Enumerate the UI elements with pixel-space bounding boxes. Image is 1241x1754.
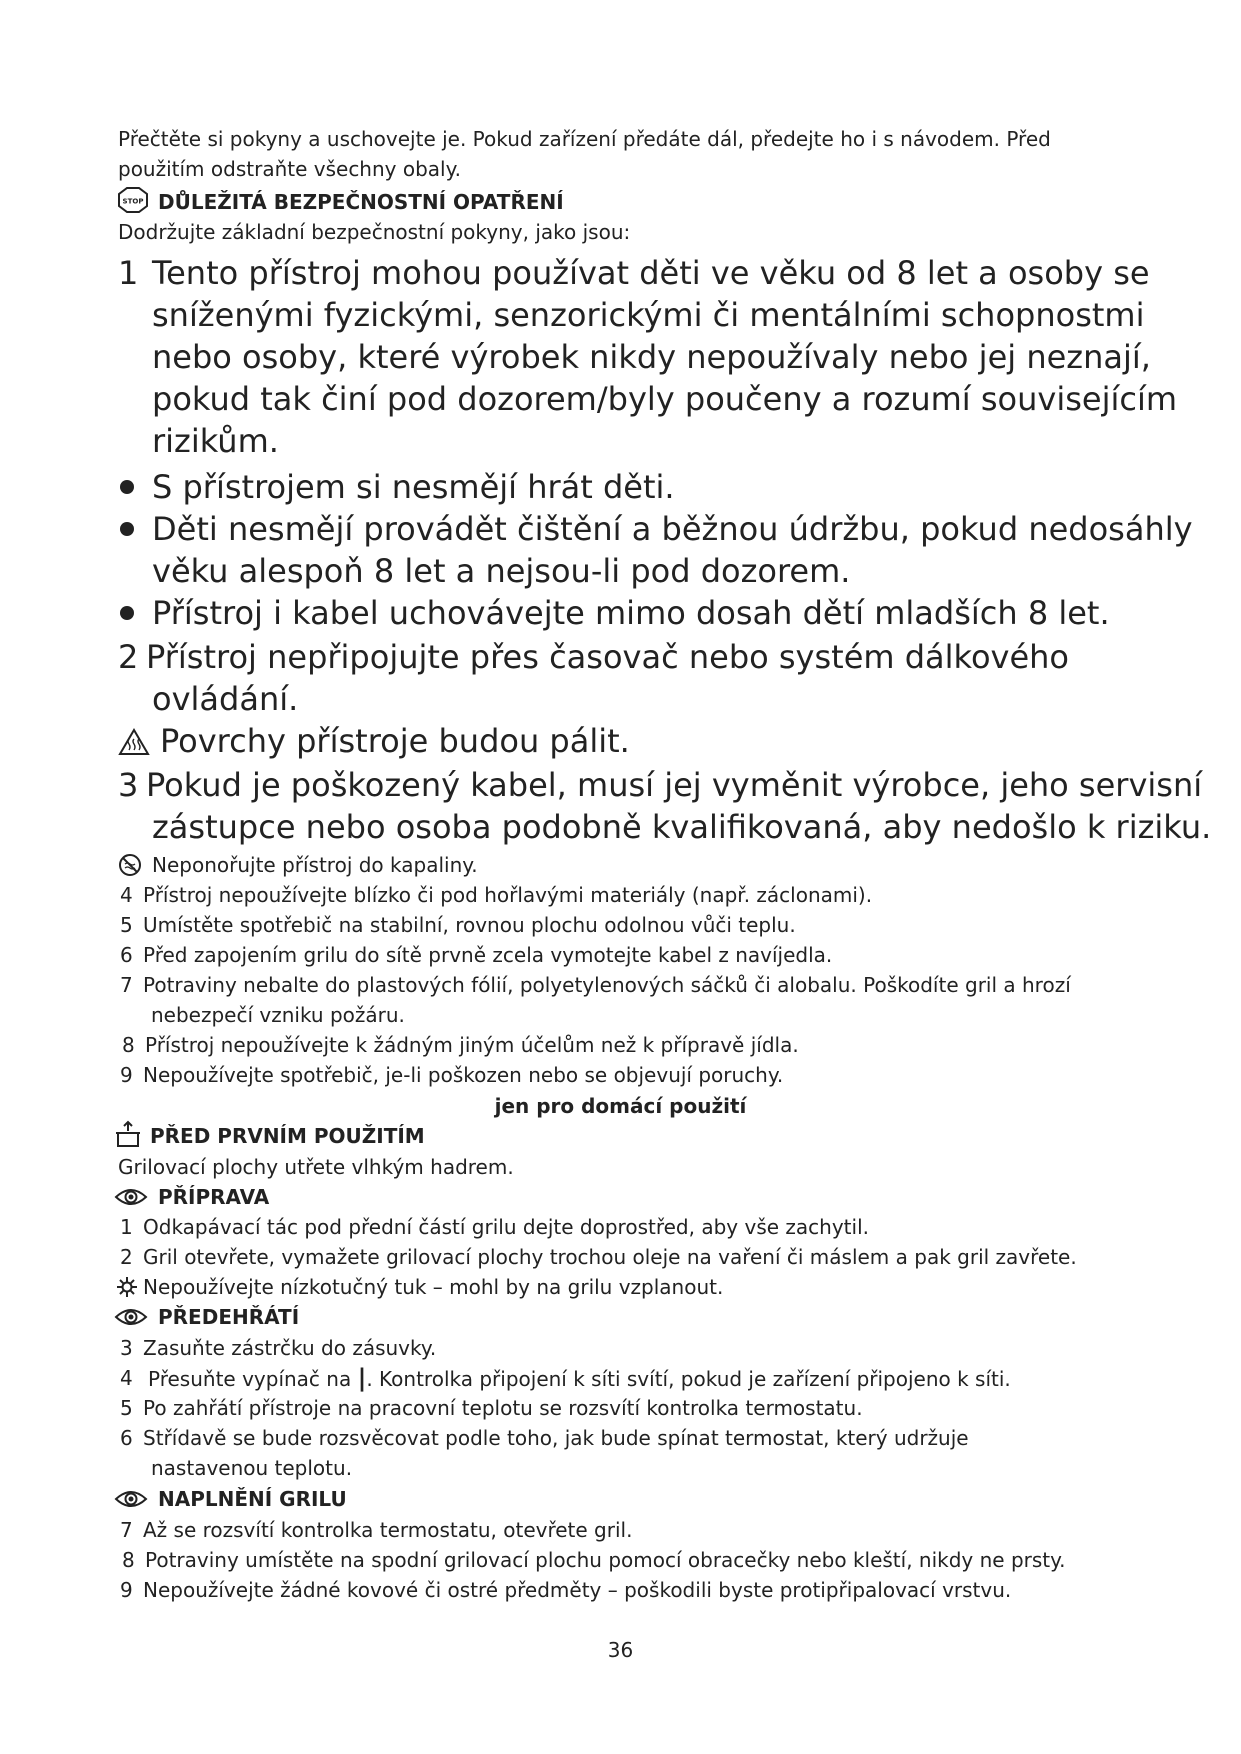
preheat-item-5-number: 5 bbox=[120, 1396, 133, 1420]
page-number: 36 bbox=[607, 1638, 634, 1662]
preheat-item-6-number: 6 bbox=[120, 1426, 133, 1450]
item-9-text: Nepoužívejte spotřebič, je-li poškozen nebo se objevují poruchy. bbox=[143, 1063, 784, 1087]
item-3-line-1: Pokud je poškozený kabel, musí jej vyměnit výrobce, jeho servisní bbox=[146, 766, 1203, 804]
before-first-use-text: Grilovací plochy utřete vlhkým hadrem. bbox=[118, 1155, 514, 1179]
no-immerse-icon bbox=[118, 853, 142, 881]
item-8-text: Přístroj nepoužívejte k žádným jiným účelům než k přípravě jídla. bbox=[145, 1033, 799, 1057]
eye-icon bbox=[114, 1306, 148, 1332]
eye-icon bbox=[114, 1186, 148, 1212]
item-3-line-2: zástupce nebo osoba podobně kvalifikovaná, aby nedošlo k riziku. bbox=[152, 808, 1212, 846]
preheat-item-4-before: Přesuňte vypínač na bbox=[148, 1367, 352, 1391]
fill-item-8-text: Potraviny umístěte na spodní grilovací plochu pomocí obracečky nebo kleští, nikdy ne prsty. bbox=[145, 1548, 1066, 1572]
item-1-line-2: sníženými fyzickými, senzorickými či mentálními schopnostmi bbox=[152, 296, 1145, 334]
item-7-number: 7 bbox=[120, 973, 133, 997]
item-5-number: 5 bbox=[120, 913, 133, 937]
preheat-item-6-cont: nastavenou teplotu. bbox=[151, 1456, 353, 1480]
hot-surface-warning: Povrchy přístroje budou pálit. bbox=[160, 722, 630, 760]
item-6-text: Před zapojením grilu do sítě prvně zcela vymotejte kabel z navíjedla. bbox=[143, 943, 833, 967]
before-first-use-heading: PŘED PRVNÍM POUŽITÍM bbox=[150, 1124, 425, 1148]
item-9-number: 9 bbox=[120, 1063, 133, 1087]
item-7-text: Potraviny nebalte do plastových fólií, polyetylenových sáčků či alobalu. Poškodíte gril a hrozí bbox=[143, 973, 1071, 997]
prep-item-2-number: 2 bbox=[120, 1245, 133, 1269]
filling-heading: NAPLNĚNÍ GRILU bbox=[158, 1487, 347, 1511]
hot-surface-icon bbox=[118, 728, 150, 760]
no-immerse-text: Neponořujte přístroj do kapaliny. bbox=[152, 853, 478, 877]
unpack-box-icon bbox=[114, 1120, 142, 1152]
safety-subheading: Dodržujte základní bezpečnostní pokyny, jako jsou: bbox=[118, 220, 631, 244]
bullet-2-line-1: Děti nesmějí provádět čištění a běžnou údržbu, pokud nedosáhly bbox=[152, 510, 1193, 548]
preheat-item-4-text bbox=[148, 1364, 1011, 1393]
item-1-line-3: nebo osoby, které výrobek nikdy nepoužívaly nebo jej neznají, bbox=[152, 338, 1151, 376]
bullet-3-dot bbox=[120, 606, 134, 620]
stop-icon-label: STOP bbox=[122, 197, 144, 206]
bullet-1-dot bbox=[120, 480, 134, 494]
preheat-item-3-number: 3 bbox=[120, 1336, 133, 1360]
item-1-line-1: Tento přístroj mohou používat děti ve věku od 8 let a osoby se bbox=[152, 254, 1150, 292]
item-4-number: 4 bbox=[120, 883, 133, 907]
safety-heading bbox=[118, 187, 564, 220]
item-1-line-5: rizikům. bbox=[152, 422, 279, 460]
preheat-item-3-text: Zasuňte zástrčku do zásuvky. bbox=[143, 1336, 437, 1360]
stop-icon bbox=[118, 187, 148, 220]
fill-item-7-number: 7 bbox=[120, 1518, 133, 1542]
eye-icon bbox=[114, 1488, 148, 1514]
prep-item-2-text: Gril otevřete, vymažete grilovací plochy trochou oleje na vaření či máslem a pak gril zavřete. bbox=[143, 1245, 1077, 1269]
prep-item-1-number: 1 bbox=[120, 1215, 133, 1239]
fire-warning-icon bbox=[116, 1276, 138, 1302]
item-4-text: Přístroj nepoužívejte blízko či pod hořlavými materiály (např. záclonami). bbox=[143, 883, 873, 907]
intro-line-1: Přečtěte si pokyny a uschovejte je. Pokud zařízení předáte dál, předejte ho i s návodem. Před bbox=[118, 127, 1051, 151]
bullet-3-text: Přístroj i kabel uchovávejte mimo dosah dětí mladších 8 let. bbox=[152, 594, 1110, 632]
prep-item-1-text: Odkapávací tác pod přední částí grilu dejte doprostřed, aby vše zachytil. bbox=[143, 1215, 869, 1239]
low-fat-warning: Nepoužívejte nízkotučný tuk – mohl by na grilu vzplanout. bbox=[143, 1275, 724, 1299]
fill-item-9-number: 9 bbox=[120, 1578, 133, 1602]
preheat-item-6-text: Střídavě se bude rozsvěcovat podle toho, jak bude spínat termostat, který udržuje bbox=[143, 1426, 969, 1450]
bullet-1-text: S přístrojem si nesmějí hrát děti. bbox=[152, 468, 675, 506]
preparation-heading: PŘÍPRAVA bbox=[158, 1185, 270, 1209]
item-5-text: Umístěte spotřebič na stabilní, rovnou plochu odolnou vůči teplu. bbox=[143, 913, 796, 937]
fill-item-9-text: Nepoužívejte žádné kovové či ostré předměty – poškodili byste protipřipalovací vrstvu. bbox=[143, 1578, 1012, 1602]
item-8-number: 8 bbox=[122, 1033, 135, 1057]
item-6-number: 6 bbox=[120, 943, 133, 967]
item-2-number: 2 bbox=[118, 638, 139, 676]
preheat-item-5-text: Po zahřátí přístroje na pracovní teplotu se rozsvítí kontrolka termostatu. bbox=[143, 1396, 863, 1420]
intro-line-2: použitím odstraňte všechny obaly. bbox=[118, 157, 461, 181]
preheat-item-4-after: . Kontrolka připojení k síti svítí, pokud je zařízení připojeno k síti. bbox=[366, 1367, 1011, 1391]
bullet-2-line-2: věku alespoň 8 let a nejsou-li pod dozorem. bbox=[152, 552, 851, 590]
switch-on-symbol: | bbox=[357, 1364, 367, 1392]
item-1-line-4: pokud tak činí pod dozorem/byly poučeny a rozumí souvisejícím bbox=[152, 380, 1177, 418]
item-1-number: 1 bbox=[118, 254, 139, 292]
item-3-number: 3 bbox=[118, 766, 139, 804]
fill-item-8-number: 8 bbox=[122, 1548, 135, 1572]
preheat-item-4-number: 4 bbox=[120, 1366, 133, 1390]
item-2-line-1: Přístroj nepřipojujte přes časovač nebo systém dálkového bbox=[146, 638, 1069, 676]
item-7-text-cont: nebezpečí vzniku požáru. bbox=[151, 1003, 405, 1027]
bullet-2-dot bbox=[120, 522, 134, 536]
fill-item-7-text: Až se rozsvítí kontrolka termostatu, otevřete gril. bbox=[143, 1518, 633, 1542]
preheating-heading: PŘEDEHŘÁTÍ bbox=[158, 1305, 300, 1329]
item-2-line-2: ovládání. bbox=[152, 680, 299, 718]
safety-heading-text: DŮLEŽITÁ BEZPEČNOSTNÍ OPATŘENÍ bbox=[158, 190, 564, 214]
domestic-use-note: jen pro domácí použití bbox=[494, 1094, 747, 1118]
